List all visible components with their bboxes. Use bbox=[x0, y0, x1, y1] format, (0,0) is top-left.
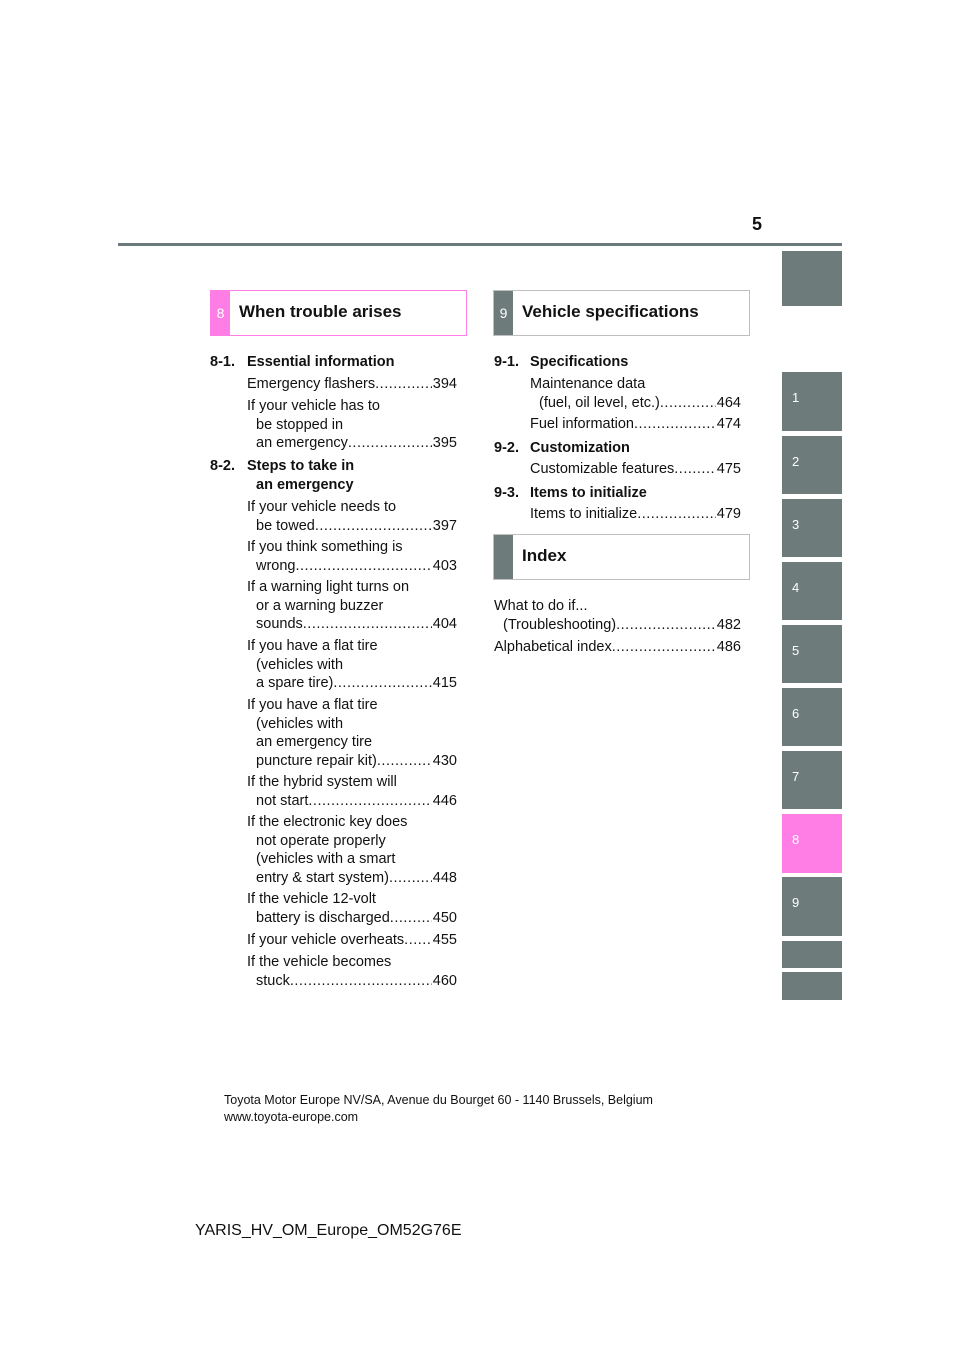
toc-entry-line[interactable]: If you have a flat tire bbox=[247, 697, 378, 713]
publisher-footer bbox=[224, 1092, 653, 1126]
toc-entry-warning-light[interactable]: sounds ..... 404 bbox=[256, 615, 457, 634]
subsection-9-1-title[interactable]: Specifications bbox=[530, 354, 629, 370]
subsection-8-1-title[interactable]: Essential information bbox=[247, 354, 395, 370]
toc-entry-line[interactable]: If your vehicle has to bbox=[247, 398, 380, 414]
toc-entry-customizable-features[interactable]: Customizable features ..... 475 bbox=[530, 460, 741, 479]
toc-entry-hybrid-not-start[interactable]: not start ..... 446 bbox=[256, 792, 457, 811]
subsection-9-1-number: 9-1. bbox=[494, 354, 519, 370]
side-tab-blank-top[interactable] bbox=[782, 251, 842, 306]
side-tab-1[interactable]: 1 bbox=[782, 372, 842, 431]
toc-entry-line[interactable]: If the vehicle 12-volt bbox=[247, 891, 376, 907]
side-tab-2[interactable]: 2 bbox=[782, 436, 842, 494]
side-tab-8[interactable]: 8 bbox=[782, 814, 842, 873]
toc-entry-line[interactable]: If you think something is bbox=[247, 539, 403, 555]
toc-entry-line[interactable]: be stopped in bbox=[256, 416, 344, 433]
toc-entry-flat-tire-repair-kit[interactable]: puncture repair kit) ..... 430 bbox=[256, 752, 457, 771]
toc-entry-overheats[interactable]: If your vehicle overheats ..... 455 bbox=[247, 931, 457, 950]
toc-entry-line[interactable]: (vehicles with bbox=[256, 715, 344, 732]
toc-entry-line[interactable]: an emergency tire bbox=[256, 734, 373, 750]
toc-entry-items-to-initialize[interactable]: Items to initialize ..... 479 bbox=[530, 505, 741, 524]
toc-entry-line[interactable]: If you have a flat tire bbox=[247, 638, 378, 654]
toc-entry-emergency-flashers[interactable]: Emergency flashers ..... 394 bbox=[247, 375, 457, 394]
side-tab-5[interactable]: 5 bbox=[782, 625, 842, 683]
toc-entry-something-wrong[interactable]: wrong ..... 403 bbox=[256, 557, 457, 576]
section-header-8[interactable] bbox=[210, 290, 467, 336]
toc-entry-battery-discharged[interactable]: battery is discharged ..... 450 bbox=[256, 909, 457, 928]
section-title: Vehicle specifications bbox=[522, 302, 699, 321]
publisher-address: Toyota Motor Europe NV/SA, Avenue du Bourget 60 - 1140 Brussels, Belgium bbox=[224, 1093, 653, 1107]
toc-entry-line[interactable]: If the hybrid system will bbox=[247, 774, 397, 790]
side-tab-4[interactable]: 4 bbox=[782, 562, 842, 620]
section-number: 8 bbox=[211, 291, 230, 335]
side-tab-3[interactable]: 3 bbox=[782, 499, 842, 557]
toc-entry-line[interactable]: (vehicles with bbox=[256, 656, 344, 673]
side-tab-blank-2[interactable] bbox=[782, 972, 842, 1000]
section-number bbox=[494, 535, 513, 579]
subsection-9-2-number: 9-2. bbox=[494, 440, 519, 456]
subsection-9-3-number: 9-3. bbox=[494, 485, 519, 501]
toc-entry-fuel-information[interactable]: Fuel information ..... 474 bbox=[530, 415, 741, 434]
toc-entry-towed[interactable]: be towed ..... 397 bbox=[256, 517, 457, 536]
section-title: Index bbox=[522, 546, 567, 565]
toc-entry-electronic-key[interactable]: entry & start system) ..... 448 bbox=[256, 869, 457, 888]
side-tab-9[interactable]: 9 bbox=[782, 877, 842, 936]
side-tab-7[interactable]: 7 bbox=[782, 751, 842, 809]
toc-entry-line[interactable]: (vehicles with a smart bbox=[256, 851, 396, 867]
toc-entry-line[interactable]: If a warning light turns on bbox=[247, 579, 410, 595]
toc-entry-line[interactable]: not operate properly bbox=[256, 832, 386, 849]
subsection-8-2-title[interactable]: Steps to take in bbox=[247, 458, 355, 474]
toc-entry-troubleshooting[interactable]: (Troubleshooting) ..... 482 bbox=[503, 616, 741, 635]
toc-entry-stopped-in-emergency[interactable]: an emergency ..... 395 bbox=[256, 434, 457, 453]
header-rule bbox=[118, 243, 842, 246]
toc-entry-line[interactable]: If the electronic key does bbox=[247, 814, 408, 830]
section-header-9[interactable] bbox=[493, 290, 750, 336]
subsection-8-2-number: 8-2. bbox=[210, 458, 235, 474]
document-id: YARIS_HV_OM_Europe_OM52G76E bbox=[195, 1222, 462, 1239]
subsection-9-3-title[interactable]: Items to initialize bbox=[530, 485, 647, 501]
section-number: 9 bbox=[494, 291, 513, 335]
toc-entry-line[interactable]: If the vehicle becomes bbox=[247, 954, 392, 970]
side-tab-blank-1[interactable] bbox=[782, 941, 842, 968]
page-number: 5 bbox=[752, 214, 763, 234]
subsection-8-1-number: 8-1. bbox=[210, 354, 235, 370]
toc-entry-stuck[interactable]: stuck ..... 460 bbox=[256, 972, 457, 991]
toc-entry-alphabetical-index[interactable]: Alphabetical index ..... 486 bbox=[494, 638, 741, 657]
side-tab-6[interactable]: 6 bbox=[782, 688, 842, 746]
toc-entry-line[interactable]: or a warning buzzer bbox=[256, 597, 384, 614]
section-header-index[interactable] bbox=[493, 534, 750, 580]
toc-entry-line[interactable]: Maintenance data bbox=[530, 376, 646, 392]
toc-entry-line[interactable]: If your vehicle needs to bbox=[247, 499, 397, 515]
subsection-9-2-title[interactable]: Customization bbox=[530, 440, 630, 456]
publisher-website[interactable]: www.toyota-europe.com bbox=[224, 1110, 359, 1124]
subsection-8-2-title-cont[interactable]: an emergency bbox=[256, 476, 354, 493]
toc-entry-flat-tire-spare[interactable]: a spare tire) ..... 415 bbox=[256, 674, 457, 693]
toc-entry-line[interactable]: What to do if... bbox=[494, 598, 588, 614]
section-title: When trouble arises bbox=[239, 302, 402, 321]
toc-entry-maintenance-data[interactable]: (fuel, oil level, etc.) ..... 464 bbox=[539, 394, 741, 413]
